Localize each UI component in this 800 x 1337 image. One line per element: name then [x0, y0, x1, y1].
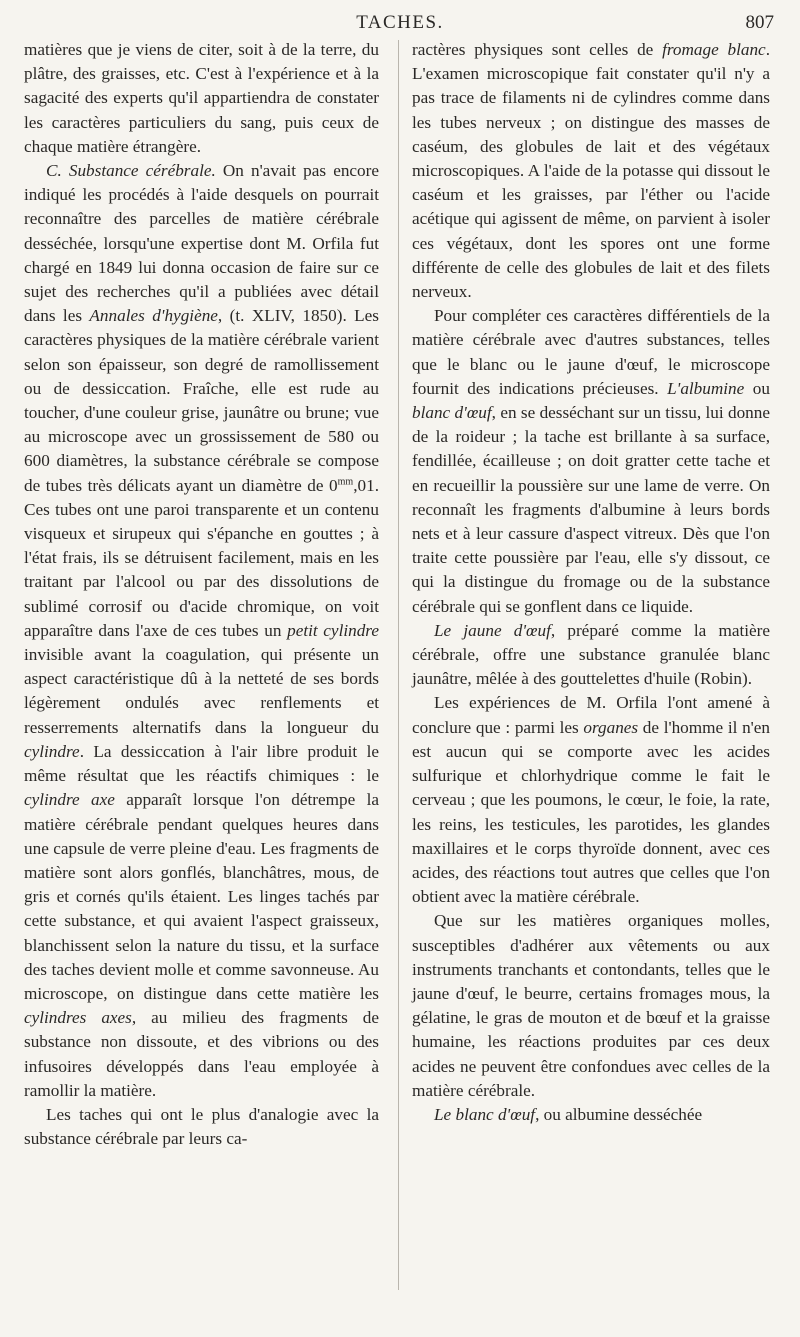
term-cylindre-axe: cylindre axe	[24, 790, 115, 810]
term-albumine: L'albumine	[667, 378, 745, 398]
term-organes: organes	[583, 717, 639, 737]
paragraph-matieres-molles: Que sur les matières organiques molles, susceptibles d'adhérer aux vêtements ou aux instruments tranchants et contondants, telles que le jaune d'œuf, le beurre, certains fromages mous, la gélatine, le gras de mouton et de bœuf et la graisse humaine, les réactions produites par ces deux acides ne peuvent être confondues avec celles de la matière cérébrale.	[412, 911, 770, 1100]
paragraph-fromage: ractères physiques sont celles de fromage blanc. L'examen microscopique fait constater qu'il n'y a pas trace de filaments ni de cylindres comme dans les tubes nerveux ; on distingue des masses de caséum, des globules de lait et des végétaux microscopiques. A l'aide de la potasse qui dissout le caséum et les graisses, par l'éther ou l'acide acétique qui agissent de même, on parvient à isoler ces végétaux, dont les spores ont une forme différente de celle des globules de lait et des filets nerveux.	[412, 40, 770, 302]
right-column	[412, 38, 770, 1127]
section-label: C. Substance cérébrale.	[46, 161, 216, 181]
paragraph-albumine: Pour compléter ces caractères différentiels de la matière cérébrale avec d'autres substances, telles que le blanc ou le jaune d'œuf, le microscope fournit des indications précieuses. L'albumine ou blanc d'œuf, en se desséchant sur un tissu, lui donne de la roideur ; la tache est brillante à sa surface, fendillée, écailleuse ; on doit gratter cette tache et en recueillir la poussière sur une lame de verre. On reconnaît les fragments d'albumine à leurs bords nets et à leur cassure d'aspect vitreux. Dès que l'on traite cette poussière par l'eau, elle s'y dissout, ce qui la distingue du fromage ou de la substance cérébrale qui se gonflent dans ce liquide.	[412, 306, 770, 616]
term-blanc-oeuf-2: Le blanc d'œuf	[434, 1104, 536, 1124]
paragraph-orfila: Les expériences de M. Orfila l'ont amené à conclure que : parmi les organes de l'homme il n'en est aucun qui se comporte avec les acides sulfurique et chlorhydrique comme le fait le cerveau ; que les poumons, le cœur, le foie, la rate, les reins, les testicules, les parotides, les glandes maxillaires et le corps thyroïde donnent, avec ces acides, des réactions tout autres que celles que l'on obtient avec la matière cérébrale.	[412, 693, 770, 907]
column-divider	[398, 40, 399, 1290]
running-header	[0, 12, 800, 34]
left-column	[24, 38, 379, 1151]
term-blanc-oeuf: blanc d'œuf	[412, 403, 492, 423]
paragraph-end-previous: matières que je viens de citer, soit à de la terre, du plâtre, des graisses, etc. C'est à l'expérience et à la sagacité des experts qu'il appartiendra de constater les caractères particuliers du sang, puis ceux de chaque matière étrangère.	[24, 40, 379, 156]
running-title: TACHES.	[356, 12, 444, 33]
page-number: 807	[745, 12, 774, 33]
term-jaune-oeuf: Le jaune d'œuf	[434, 620, 551, 640]
term-cylindre: cylindre	[24, 741, 80, 761]
paragraph-analogies: Les taches qui ont le plus d'analogie avec la substance cérébrale par leurs ca-	[24, 1104, 379, 1149]
term-fromage-blanc: fromage blanc	[662, 40, 766, 59]
paragraph-jaune-oeuf: Le jaune d'œuf, préparé comme la matière cérébrale, offre une substance granulée blanc jaunâtre, mêlée à des gouttelettes d'huile (Robin).	[412, 620, 770, 689]
journal-title: Annales d'hygiène	[89, 306, 218, 326]
paragraph-blanc-oeuf: Le blanc d'œuf, ou albumine desséchée	[434, 1104, 703, 1124]
term-cylindres-axes: cylindres axes	[24, 1008, 132, 1028]
unit-superscript: mm	[337, 475, 354, 487]
paragraph-substance-cerebrale: C. Substance cérébrale. On n'avait pas encore indiqué les procédés à l'aide desquels on pourrait reconnaître des parcelles de matière cérébrale desséchée, lorsqu'une expertise dont M. Orfila fut chargé en 1849 lui donna occasion de faire sur ce sujet des recherches qu'il a publiées avec détail dans les Annales d'hygiène, (t. XLIV, 1850). Les caractères physiques de la matière cérébrale varient selon son épaisseur, son degré de ramollissement ou de dessiccation. Fraîche, elle est rude au toucher, d'une couleur grise, jaunâtre ou brune; vue au microscope avec un grossissement de 580 ou 600 diamètres, la substance cérébrale se compose de tubes très délicats ayant un diamètre de $0^{mm},01$. Ces tubes ont une paroi transparente et un contenu visqueux et sirupeux qui s'épanche en gouttes ; à l'état frais, ils se détruisent facilement, mais en les traitant par l'alcool ou par des dissolutions de sublimé corrosif ou d'acide chromique, on voit apparaître dans l'axe de ces tubes un petit cylindre invisible avant la coagulation, qui présente un aspect caractéristique dû à la netteté de ses bords légèrement ondulés avec renflements et resserrements alternatifs dans la longueur du cylindre. La dessiccation à l'air libre produit le même résultat que les réactifs chimiques : le cylindre axe apparaît lorsque l'on détrempe la matière cérébrale pendant quelques heures dans une capsule de verre pleine d'eau. Les fragments de matière sont alors gonflés, blanchâtres, mous, de gris et cornés qu'ils étaient. Les linges tachés par cette substance, et qui avaient l'aspect graisseux, blanchissent selon la nature du tissu, et la surface des taches devient molle et comme savonneuse. Au microscope, on distingue dans cette matière les cylindres axes, au milieu des fragments de substance non dissoute, et des vibrions ou des infusoires développés dans l'eau employée à ramollir la matière.	[24, 161, 380, 1100]
term-petit-cylindre: petit cylindre	[287, 620, 379, 640]
